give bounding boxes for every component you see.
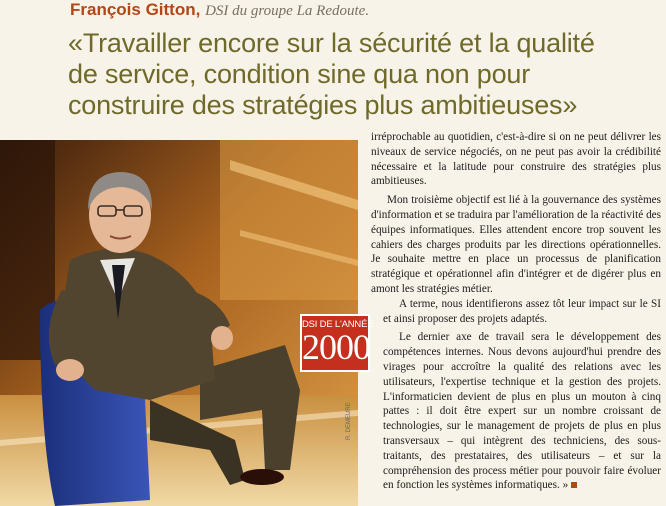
author-role: DSI du groupe La Redoute. <box>205 3 370 19</box>
byline <box>70 0 369 20</box>
headline <box>68 28 664 121</box>
article-paragraph: irréprochable au quotidien, c'est-à-dire si on ne peut délivrer les niveaux de service négociés, on ne peut pas avoir la crédibilité nécessaire et la latitude pour construire des stratégies plus ambitieuses. <box>371 131 661 188</box>
end-mark-icon <box>571 482 577 488</box>
article-paragraph <box>383 330 661 493</box>
headline-line: construire des stratégies plus ambitieuses» <box>68 90 578 120</box>
badge-year: 2000 <box>302 327 370 367</box>
photo-credit: R. DEMEURE <box>346 402 352 440</box>
article-paragraph-text: Le dernier axe de travail sera le développement des compétences internes. Nous devons aujourd'hui prendre des virages pour accroître la qualité des relations avec les utilisateurs, l'expertise technique et la gestion des projets. L'informaticien devient de plus en plus un mouton à cinq pattes : il doit être expert sur un nombre croissant de technologies, sur le management de projets de plus en plus transversaux – qui intègrent des techniciens, des sous-traitants, des prestataires, des utilisateurs – et sur la compréhension des process métier pour pouvoir faire évoluer en fonction les systèmes informatiques. » <box>383 331 661 492</box>
article-body <box>371 130 661 493</box>
badge-label: DSI DE L'ANNÉE <box>302 319 374 330</box>
dsi-award-badge <box>300 314 374 372</box>
author-name: François Gitton, <box>70 0 201 19</box>
article-paragraph: A terme, nous identifierons assez tôt leur impact sur le SI et ainsi proposer des projets adaptés. <box>383 297 661 325</box>
article-paragraph: Mon troisième objectif est lié à la gouvernance des systèmes d'information et se traduira par l'amélioration de la réactivité des équipes informatiques. Elles attendent encore trop souvent les cahiers des charges produits par les directions opérationnelles. Je souhaite mettre en place un processus de planification stratégique et opérationnel afin d'intégrer et de digérer plus en amont les stratégies métier. <box>371 194 661 295</box>
headline-line: «Travailler encore sur la sécurité et la qualité <box>68 28 595 58</box>
headline-line: de service, condition sine qua non pour <box>68 59 531 89</box>
